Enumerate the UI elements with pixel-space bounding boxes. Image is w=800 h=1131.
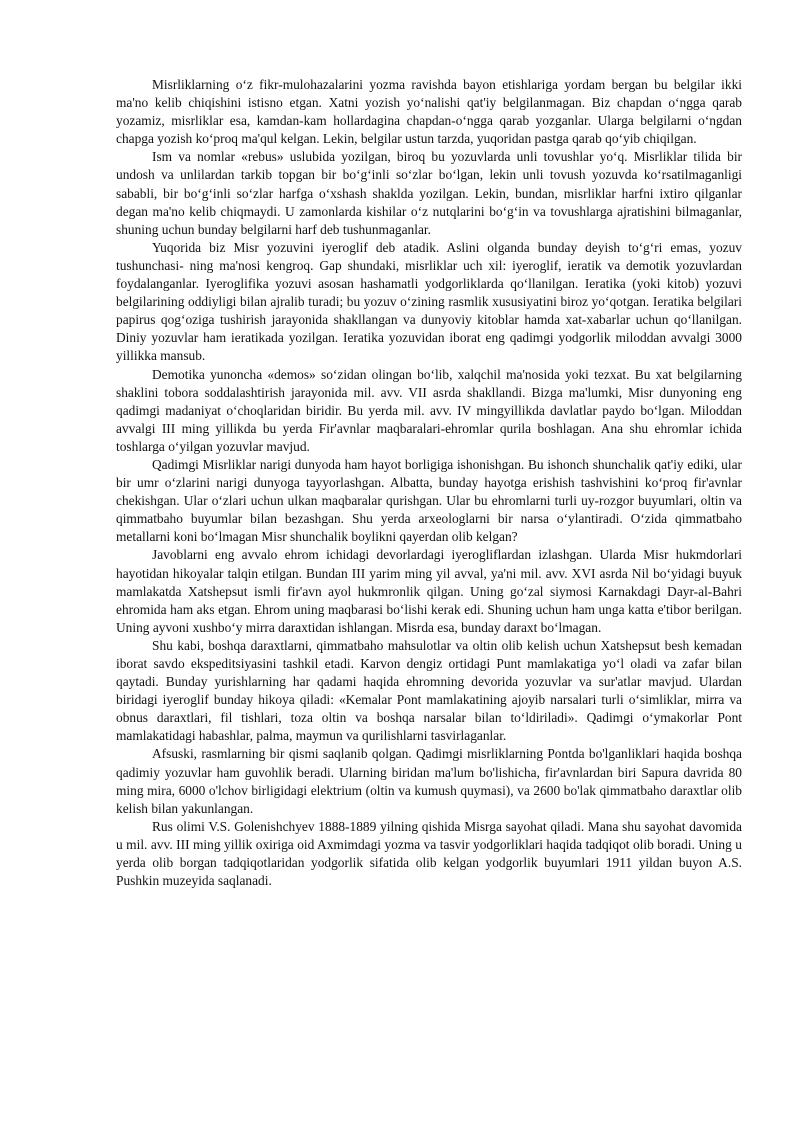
paragraph-demotic-writing: Demotika yunoncha «demos» so‘zidan olingan bo‘lib, xalqchil ma'nosida yoki tezxat. Bu xat belgilarning shaklini tobora soddalashtirish jarayonida mil. avv. VII asrda shakllandi. Bizga ma'lumki, Misr dunyoning eng qadimgi madaniyat o‘choqlaridan biridir. Bu yerda mil. avv. IV mingyillikda davlatlar paydo bo‘lgan. Miloddan avvalgi III ming yillikda bu yerda Fir'avnlar maqbaralari-ehromlar qurila boshlagan. Ana shu ehromlar ichida toshlarga o‘yilgan yozuvlar mavjud. [116, 366, 742, 454]
paragraph-rebus-style-names: Ism va nomlar «rebus» uslubida yozilgan, biroq bu yozuvlarda unli tovushlar yo‘q. Misrliklar tilida bir undosh va unlilardan tarkib topgan bir bo‘g‘inli so‘zlar bo‘lgan, lekin unli tovush yozuvda ko‘rsatilmaganligi sababli, bir bo‘g‘inli so‘zlar harfga o‘xshash shaklda yozilgan. Lekin, bundan, misrliklar harfni ixtiro qilganlar degan ma'no kelib chiqmaydi. U zamonlarda kishilar o‘z nutqlarini bo‘g‘in va tovushlarga ajratishini bilmaganlar, shuning uchun bunday belgilarni harf deb tushunmaganlar. [116, 149, 742, 237]
paragraph-surviving-images: Afsuski, rasmlarning bir qismi saqlanib qolgan. Qadimgi misrliklarning Pontda bo'lganliklari haqida boshqa qadimiy yozuvlar ham guvohlik beradi. Ularning biridan ma'lum bo'lishicha, fir'avnlardan biri Sapura davrida 80 ming mira, 6000 o'lchov birligidagi elektrium (oltin va kumush quymasi), va 2600 bo'lak qimmatbaho daraxtlar olib kelish bilan yakunlangan. [116, 746, 742, 816]
paragraph-hieroglyph-writing-direction: Misrliklarning o‘z fikr-mulohazalarini yozma ravishda bayon etishlariga yordam bergan bu belgilar ikki ma'no kelib chiqishini istisno etgan. Xatni yozish yo‘nalishi qat'iy belgilanmagan. Biz chapdan o‘ngga qarab yozamiz, misrliklar esa, kamdan-kam hollardagina chapdan-o‘ngga qarab yozganlar. Ularga belgilarni o‘ngdan chapga yozish ko‘proq ma'qul kelgan. Lekin, belgilar ustun tarzda, yuqoridan pastga qarab qo‘yib chiqilgan. [116, 77, 742, 147]
paragraph-golenishchev-research: Rus olimi V.S. Golenishchyev 1888-1889 yilning qishida Misrga sayohat qiladi. Mana shu sayohat davomida u mil. avv. III ming yillik oxiriga oid Axmimdagi yozma va tasvir yodgorliklari haqida tadqiqot olib boradi. Uning u yerda olib borgan tadqiqotlaridan yodgorlik sifatida olib kelgan yodgorlik buyumlari 1911 yildan buyon A.S. Pushkin muzeyida saqlanadi. [116, 818, 742, 889]
document-page [116, 76, 742, 890]
paragraph-hatshepsut: Javoblarni eng avvalo ehrom ichidagi devorlardagi iyerogliflardan izlashgan. Ularda Misr hukmdorlari hayotidan hikoyalar talqin etilgan. Bundan III yarim ming yil avval, ya'ni mil. avv. XVI asrda Nil bo‘yidagi buyuk mamlakatda Xatshepsut ismli fir'avn ayol hukmronlik qilgan. Uning go‘zal siymosi Karnakdagi Dayr-al-Bahri ehromida ham aks etgan. Ehrom uning maqbarasi bo‘lishi kerak edi. Shuning uchun ham unga katta e'tibor berilgan. Uning ayvoni xushbo‘y mirra daraxtidan ishlangan. Misrda esa, bunday daraxt bo‘lmagan. [116, 547, 742, 635]
paragraph-afterlife-beliefs: Qadimgi Misrliklar narigi dunyoda ham hayot borligiga ishonishgan. Bu ishonch shunchalik qat'iy ediki, ular bir umr o‘zlarini narigi dunyoga tayyorlashgan. Albatta, bunday hayotga erishish tashvishini ko‘proq fir'avnlar chekishgan. Ular o‘zlari uchun ulkan maqbaralar qurishgan. Ular bu ehromlarni turli uy-rozgor buyumlari, oltin va qimmatbaho buyumlar bilan bezashgan. Shu yerda arxeologlarni bir narsa o‘ylantiradi. O‘zida qimmatbaho metallarni koni bo‘lmagan Misr shunchalik boylikni qayerdan olib kelgan? [116, 456, 742, 545]
paragraph-punt-expedition: Shu kabi, boshqa daraxtlarni, qimmatbaho mahsulotlar va oltin olib kelish uchun Xatshepsut besh kemadan iborat savdo ekspeditsiyasini tashkil etadi. Karvon dengiz ortidagi Punt mamlakatiga yo‘l oladi va zafar bilan qaytadi. Bunday yurishlarning har qadami haqida ehromning devorida yozuvlar va sur'atlar mavjud. Ulardan biridagi iyeroglif bunday hikoya qiladi: «Kemalar Pont mamlakatining ajoyib narsalari turli o‘simliklar, mirra va obnus daraxtlari, fil tishlari, toza oltin va boshqa narsalar bilan to‘ldiriladi». Qadimgi o‘ymakorlar Pont mamlakatidagi habashlar, palma, maymun va qurilishlarni tasvirlaganlar. [116, 637, 742, 744]
paragraph-three-writing-systems: Yuqorida biz Misr yozuvini iyeroglif deb atadik. Aslini olganda bunday deyish to‘g‘ri emas, yozuv tushunchasi- ning ma'nosi kengroq. Gap shundaki, misrliklar uch xil: iyeroglif, ieratik va demotik yozuvlardan foydalanganlar. Iyeroglifika yozuvi asosan hashamatli yodgorliklarda qo‘llanilgan. Ieratika (yoki kitob) yozuvi belgilarining oddiyligi bilan ajralib turadi; bu yozuv o‘zining rasmlik xususiyatini biroz yo‘qotgan. Ieratika belgilari papirus qog‘oziga tushirish jarayonida shakllangan va dunyoviy kitoblar hamda xat-xabarlar uchun qo‘llanilgan. Diniy yozuvlar ham ieratikada yozilgan. Ieratika yozuvidan iborat eng qadimgi yodgorlik miloddan avvalgi 3000 yillikka mansub. [116, 239, 742, 364]
